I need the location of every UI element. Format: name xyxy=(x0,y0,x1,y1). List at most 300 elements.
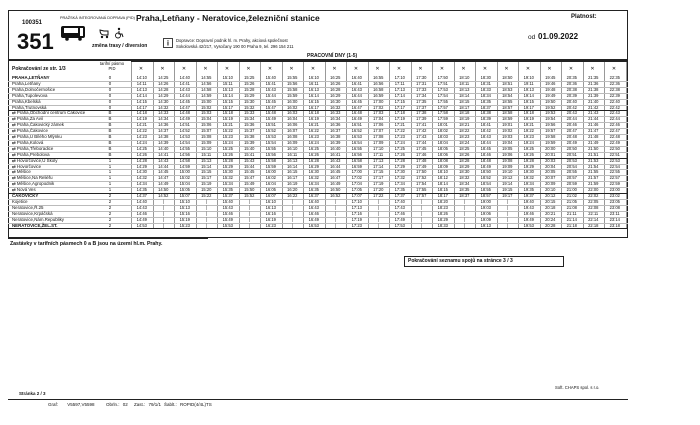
departure-time: 15:49 xyxy=(222,216,233,222)
departure-time: 19:35 xyxy=(523,187,534,193)
departure-time: 17:53 xyxy=(394,222,405,228)
departure-time: 15:56 xyxy=(287,80,298,86)
stop-zone: 2 xyxy=(108,204,112,210)
departure-time: 21:59 xyxy=(588,181,599,187)
departure-time: 15:04 xyxy=(179,181,190,187)
departure-time: 16:35 xyxy=(308,187,319,193)
departure-time: 16:58 xyxy=(373,86,384,92)
sablt-value: ROPID(4/4L)TS xyxy=(180,402,212,407)
departure-time: 17:15 xyxy=(373,169,384,175)
departure-time: 15:55 xyxy=(287,75,298,80)
departure-time: 19:37 xyxy=(523,193,534,198)
departure-time: 23:02 xyxy=(609,193,620,198)
departure-time: 18:44 xyxy=(480,139,491,145)
bus-icon xyxy=(60,25,88,41)
departure-time: 18:37 xyxy=(459,193,470,198)
stop-zone: 2 xyxy=(108,216,112,222)
departure-time: 18:18 xyxy=(459,110,470,116)
departure-time: 17:00 xyxy=(373,98,384,104)
departure-time: 21:48 xyxy=(588,134,599,139)
departure-time: 17:16 xyxy=(351,210,362,216)
departure-time: 17:13 xyxy=(373,157,384,163)
departure-time: 18:53 xyxy=(502,86,513,92)
departure-time: 15:19 xyxy=(179,216,190,222)
departure-time: 17:37 xyxy=(394,193,405,198)
departure-time: | xyxy=(377,210,379,216)
departure-time: 18:15 xyxy=(437,187,448,193)
departure-time: 18:59 xyxy=(502,116,513,122)
departure-time: 16:26 xyxy=(330,80,341,86)
departure-time: 17:54 xyxy=(416,181,427,187)
departure-time: 17:11 xyxy=(373,151,384,157)
departure-time: 20:49 xyxy=(566,139,577,145)
departure-time: 21:38 xyxy=(588,86,599,92)
departure-time: 19:18 xyxy=(523,110,534,116)
departure-time: 16:33 xyxy=(330,110,341,116)
obrln-value: 02 xyxy=(122,402,128,407)
departure-time: 18:15 xyxy=(459,98,470,104)
departure-time: 14:49 xyxy=(136,216,147,222)
departure-time: 17:28 xyxy=(394,157,405,163)
departure-time: 14:52 xyxy=(158,193,169,198)
departure-time: | xyxy=(205,198,207,204)
departure-time: 16:11 xyxy=(287,151,298,157)
departure-time: 17:15 xyxy=(394,98,405,104)
departure-time: 15:09 xyxy=(201,139,212,145)
departure-time: 19:11 xyxy=(523,80,534,86)
software-credit: Soft. CHAPS spol. s r.o. xyxy=(555,385,600,390)
departure-time: 17:57 xyxy=(437,104,448,110)
departure-time: 16:29 xyxy=(308,163,319,169)
departure-time: 15:10 xyxy=(222,75,233,80)
departure-time: 20:47 xyxy=(566,128,577,134)
continuation-label: Pokračování ze str. 1/3 xyxy=(12,66,66,72)
departure-time: 22:18 xyxy=(588,222,599,228)
departure-time: 15:41 xyxy=(244,151,255,157)
departure-time: 21:57 xyxy=(588,175,599,181)
departure-time: 14:32 xyxy=(158,104,169,110)
departure-time: 22:40 xyxy=(609,98,620,104)
stop-zone: 0 xyxy=(108,104,112,110)
weekday-symbol: ✕ xyxy=(439,66,445,72)
departure-time: 17:22 xyxy=(394,128,405,134)
departure-time: 17:39 xyxy=(416,116,427,122)
departure-time: 14:37 xyxy=(158,128,169,134)
departure-time: 17:07 xyxy=(373,128,384,134)
departure-time: 15:07 xyxy=(179,193,190,198)
stop-zone: 0 xyxy=(108,98,112,104)
departure-time: 18:08 xyxy=(437,157,448,163)
departure-time: 15:45 xyxy=(244,169,255,175)
departure-time: 16:46 xyxy=(308,210,319,216)
departure-time: 15:26 xyxy=(244,80,255,86)
departure-time: 19:19 xyxy=(523,116,534,122)
departure-time: 14:29 xyxy=(136,163,147,169)
departure-time: 18:17 xyxy=(437,193,448,198)
departure-time: 14:32 xyxy=(136,175,147,181)
departure-time: 18:34 xyxy=(459,181,470,187)
departure-time: 19:50 xyxy=(545,98,556,104)
departure-time: | xyxy=(506,216,508,222)
validity-prefix: od xyxy=(528,34,536,41)
departure-time: 14:59 xyxy=(179,163,190,169)
departure-time: 17:17 xyxy=(373,175,384,181)
departure-time: 17:53 xyxy=(437,86,448,92)
departure-time: 15:58 xyxy=(265,157,276,163)
departure-time: 17:20 xyxy=(373,187,384,193)
departure-time: 19:46 xyxy=(545,80,556,86)
departure-time: 15:10 xyxy=(179,198,190,204)
departure-time: 18:33 xyxy=(437,222,448,228)
departure-time: 17:19 xyxy=(351,216,362,222)
line-number: 351 xyxy=(17,29,54,54)
departure-time: 20:48 xyxy=(566,134,577,139)
stop-name: ⇄ Nová Ves xyxy=(12,187,36,193)
departure-time: 14:37 xyxy=(136,193,147,198)
departure-time: 16:49 xyxy=(308,216,319,222)
departure-time: 19:13 xyxy=(523,86,534,92)
departure-time: 18:29 xyxy=(437,216,448,222)
departure-time: 15:02 xyxy=(179,175,190,181)
weekday-symbol: ✕ xyxy=(224,66,230,72)
stop-name: PRAHA,LETŇANY xyxy=(12,75,50,80)
stop-zone: 1 xyxy=(108,175,112,181)
departure-time: 21:50 xyxy=(588,145,599,151)
departure-time: 22:14 xyxy=(588,216,599,222)
departure-time: 18:19 xyxy=(459,116,470,122)
departure-time: 18:01 xyxy=(437,122,448,128)
departure-time: 18:24 xyxy=(459,139,470,145)
departure-time: 19:32 xyxy=(523,175,534,181)
departure-time: 15:44 xyxy=(244,163,255,169)
stop-zone: 1 xyxy=(108,181,112,187)
departure-time: 15:39 xyxy=(244,139,255,145)
departure-time: 19:12 xyxy=(502,175,513,181)
departure-time: 14:49 xyxy=(179,116,190,122)
departure-time: 17:40 xyxy=(394,198,405,204)
departure-time: | xyxy=(291,198,293,204)
departure-time: 21:49 xyxy=(588,139,599,145)
departure-time: 18:23 xyxy=(437,204,448,210)
departure-time: 14:52 xyxy=(179,128,190,134)
departure-time: 17:14 xyxy=(394,92,405,98)
departure-time: | xyxy=(334,210,336,216)
departure-time: 19:26 xyxy=(523,151,534,157)
departure-time: 16:34 xyxy=(330,116,341,122)
departure-time: 18:51 xyxy=(502,80,513,86)
departure-time: 15:55 xyxy=(265,145,276,151)
departure-time: 17:09 xyxy=(373,139,384,145)
departure-time: 18:58 xyxy=(502,110,513,116)
departure-time: 19:52 xyxy=(545,104,556,110)
departure-time: 15:40 xyxy=(265,75,276,80)
departure-time: 15:58 xyxy=(287,86,298,92)
departure-time: 16:19 xyxy=(308,116,319,122)
departure-time: 19:29 xyxy=(523,163,534,169)
departure-time: | xyxy=(248,204,250,210)
departure-time: 14:13 xyxy=(136,86,147,92)
departure-time: 17:00 xyxy=(351,169,362,175)
departure-time: | xyxy=(334,216,336,222)
stop-name: Neratovice,Krpáčská xyxy=(12,210,53,216)
departure-time: 19:54 xyxy=(545,116,556,122)
departure-time: 20:40 xyxy=(566,98,577,104)
departure-time: | xyxy=(420,222,422,228)
departure-time: 14:29 xyxy=(158,92,169,98)
departure-time: 20:38 xyxy=(566,86,577,92)
departure-time: | xyxy=(162,210,164,216)
departure-time: 21:51 xyxy=(588,151,599,157)
departure-time: 22:48 xyxy=(609,134,620,139)
departure-time: 19:49 xyxy=(523,216,534,222)
stop-name: ⇄ Hovorčovice xyxy=(12,163,42,169)
departure-time: 18:20 xyxy=(437,198,448,204)
departure-time: 17:30 xyxy=(394,169,405,175)
departure-time: 17:35 xyxy=(416,98,427,104)
stop-zone: 1 xyxy=(108,157,112,163)
departure-time: 19:08 xyxy=(502,157,513,163)
departure-time: 17:25 xyxy=(394,145,405,151)
departure-time: 15:33 xyxy=(244,110,255,116)
departure-time: 16:10 xyxy=(265,198,276,204)
continued-note: Pokračování seznamu spojů na stránce 3 / 3 xyxy=(408,258,513,264)
weekday-symbol: ✕ xyxy=(310,66,316,72)
stop-name: Praha,Dolnočernošice xyxy=(12,86,56,92)
departure-time: 16:00 xyxy=(287,98,298,104)
stop-zone: B xyxy=(108,122,112,128)
departure-time: 15:30 xyxy=(222,169,233,175)
departure-time: | xyxy=(377,222,379,228)
departure-time: 15:38 xyxy=(244,134,255,139)
departure-time: 16:14 xyxy=(287,163,298,169)
departure-time: 15:13 xyxy=(179,204,190,210)
departure-time: 16:24 xyxy=(308,139,319,145)
departure-time: 22:35 xyxy=(609,75,620,80)
weekday-symbol: ✕ xyxy=(418,66,423,72)
departure-time: 17:50 xyxy=(416,169,427,175)
departure-time: 15:47 xyxy=(244,175,255,181)
departure-time: 15:17 xyxy=(201,175,212,181)
departure-time: 19:03 xyxy=(480,204,491,210)
departure-time: 16:39 xyxy=(330,139,341,145)
departure-time: 15:02 xyxy=(201,104,212,110)
departure-time: 15:06 xyxy=(201,122,212,128)
departure-time: 16:44 xyxy=(330,163,341,169)
departure-time: 19:25 xyxy=(523,145,534,151)
departure-time: 16:59 xyxy=(351,163,362,169)
departure-time: 15:18 xyxy=(222,110,233,116)
departure-time: 21:55 xyxy=(588,169,599,175)
departure-time: 14:55 xyxy=(179,145,190,151)
departure-time: 19:13 xyxy=(480,222,491,228)
departure-time: 15:19 xyxy=(201,181,212,187)
departure-time: 19:17 xyxy=(523,104,534,110)
departure-time: 17:49 xyxy=(416,163,427,169)
weekday-symbol: ✕ xyxy=(461,66,466,72)
departure-time: 16:50 xyxy=(330,187,341,193)
departure-time: 14:26 xyxy=(158,80,169,86)
departure-time: 15:52 xyxy=(265,128,276,134)
departure-time: 14:28 xyxy=(136,157,147,163)
departure-time: 20:39 xyxy=(566,92,577,98)
departure-time: | xyxy=(334,222,336,228)
departure-time: 21:05 xyxy=(566,198,577,204)
departure-time: | xyxy=(377,198,379,204)
departure-time: 16:11 xyxy=(308,80,319,86)
weekday-symbol: ✕ xyxy=(396,66,402,72)
departure-time: 15:13 xyxy=(201,157,212,163)
departure-time: 17:23 xyxy=(351,222,362,228)
departure-time: 14:22 xyxy=(136,128,147,134)
departure-time: 16:43 xyxy=(308,204,319,210)
departure-time: 15:03 xyxy=(201,110,212,116)
departure-time: 18:09 xyxy=(437,163,448,169)
stop-zone: 2 xyxy=(108,198,112,204)
departure-time: 21:02 xyxy=(566,193,577,198)
departure-time: 16:52 xyxy=(330,193,341,198)
departure-time: 21:43 xyxy=(588,110,599,116)
weekday-symbol: ✕ xyxy=(375,66,380,72)
departure-time: 22:53 xyxy=(609,157,620,163)
departure-time: 17:07 xyxy=(351,193,362,198)
weekday-symbol: ✕ xyxy=(203,66,208,72)
departure-time: 22:55 xyxy=(609,169,620,175)
departure-time: 15:04 xyxy=(201,116,212,122)
departure-time: 23:18 xyxy=(609,222,620,228)
stop-name: Kojetice xyxy=(12,198,28,204)
departure-time: 14:49 xyxy=(158,181,169,187)
departure-time: 19:46 xyxy=(523,210,534,216)
departure-time: 15:59 xyxy=(287,92,298,98)
departure-time: 14:34 xyxy=(158,116,169,122)
departure-time: 19:45 xyxy=(545,75,556,80)
departure-time: 15:43 xyxy=(244,157,255,163)
departure-time: 18:57 xyxy=(480,193,491,198)
company-name: PRAŽSKÁ INTEGROVANÁ DOPRAVA (PID) xyxy=(60,16,135,20)
departure-time: 18:12 xyxy=(437,175,448,181)
departure-time: 22:57 xyxy=(609,175,620,181)
departure-time: 16:34 xyxy=(308,181,319,187)
stop-name: Praha,Tupolevova xyxy=(12,92,48,98)
departure-time: 18:30 xyxy=(459,169,470,175)
departure-time: 15:22 xyxy=(201,193,212,198)
departure-time: 19:59 xyxy=(545,139,556,145)
departure-time: 17:34 xyxy=(394,181,405,187)
departure-time: 16:13 xyxy=(265,204,276,210)
departure-time: 14:58 xyxy=(201,86,212,92)
departure-time: 14:40 xyxy=(158,145,169,151)
departure-time: 14:38 xyxy=(158,134,169,139)
departure-time: 17:37 xyxy=(416,104,427,110)
departure-time: 22:08 xyxy=(588,204,599,210)
departure-time: 15:46 xyxy=(222,210,233,216)
departure-time: 15:25 xyxy=(244,75,255,80)
departure-time: 15:41 xyxy=(265,80,276,86)
carrier-line-2: Sokolovská 42/217, Vysočany 190 00 Praha 9, tel. 296 154 211 xyxy=(176,44,294,49)
departure-time: 18:33 xyxy=(480,86,491,92)
departure-time: 16:04 xyxy=(265,181,276,187)
departure-time: 15:08 xyxy=(201,134,212,139)
weekday-symbol: ✕ xyxy=(289,66,294,72)
departure-time: 14:19 xyxy=(136,116,147,122)
departure-time: | xyxy=(162,216,164,222)
departure-time: 20:43 xyxy=(566,110,577,116)
departure-time: | xyxy=(377,216,379,222)
days-label: PRACOVNÍ DNY (1-5) xyxy=(307,53,358,59)
departure-time: 19:56 xyxy=(545,122,556,128)
departure-time: 16:38 xyxy=(330,134,341,139)
departure-time: 18:13 xyxy=(459,86,470,92)
departure-time: 18:30 xyxy=(480,75,491,80)
departure-time: 18:55 xyxy=(502,98,513,104)
departure-time: 14:18 xyxy=(136,110,147,116)
departure-time: 20:54 xyxy=(566,163,577,169)
departure-time: 15:35 xyxy=(222,187,233,193)
departure-time: 14:51 xyxy=(179,122,190,128)
departure-time: | xyxy=(334,204,336,210)
departure-time: 19:06 xyxy=(502,151,513,157)
departure-time: 21:39 xyxy=(588,92,599,98)
departure-time: 18:02 xyxy=(437,128,448,134)
departure-time: 18:05 xyxy=(437,145,448,151)
departure-time: 15:11 xyxy=(222,80,233,86)
departure-time: 16:14 xyxy=(308,92,319,98)
departure-time: 18:28 xyxy=(459,157,470,163)
departure-time: 16:29 xyxy=(330,92,341,98)
departure-time: 18:26 xyxy=(437,210,448,216)
departure-time: 17:13 xyxy=(394,86,405,92)
departure-time: 15:23 xyxy=(179,222,190,228)
departure-time: 23:14 xyxy=(609,216,620,222)
departure-time: 19:15 xyxy=(502,187,513,193)
departure-time: 20:07 xyxy=(545,175,556,181)
stop-zone: 2 xyxy=(108,222,112,228)
weekday-symbol: ✕ xyxy=(482,66,488,72)
departure-time: 16:56 xyxy=(373,80,384,86)
departure-time: 16:43 xyxy=(351,86,362,92)
stop-name: NERATOVICE,ŽEL.ST. xyxy=(12,222,58,228)
departure-time: 16:40 xyxy=(351,75,362,80)
departure-time: 18:04 xyxy=(437,139,448,145)
departure-time: 15:10 xyxy=(201,145,212,151)
weekday-symbol: ✕ xyxy=(246,66,251,72)
departure-time: 15:37 xyxy=(222,193,233,198)
departure-time: 18:38 xyxy=(480,110,491,116)
departure-time: 17:33 xyxy=(416,86,427,92)
departure-time: 17:06 xyxy=(373,122,384,128)
departure-time: 20:03 xyxy=(545,157,556,163)
departure-time: 21:46 xyxy=(588,122,599,128)
departure-time: 16:25 xyxy=(330,75,341,80)
departure-time: 16:53 xyxy=(308,222,319,228)
departure-time: 17:05 xyxy=(351,187,362,193)
departure-time: 14:30 xyxy=(136,169,147,175)
departure-time: 19:40 xyxy=(523,198,534,204)
departure-time: 16:21 xyxy=(308,122,319,128)
departure-time: 15:32 xyxy=(244,104,255,110)
departure-time: 17:46 xyxy=(394,210,405,216)
departure-time: 16:22 xyxy=(308,128,319,134)
departure-time: 14:33 xyxy=(158,110,169,116)
departure-time: 18:21 xyxy=(459,122,470,128)
stop-name: Neratovice,Nám.Republiky xyxy=(12,216,64,222)
departure-time: 15:20 xyxy=(201,187,212,193)
departure-time: 17:13 xyxy=(351,204,362,210)
departure-time: 14:15 xyxy=(136,98,147,104)
departure-time: 18:46 xyxy=(480,151,491,157)
departure-time: | xyxy=(248,210,250,216)
departure-time: 17:22 xyxy=(373,193,384,198)
